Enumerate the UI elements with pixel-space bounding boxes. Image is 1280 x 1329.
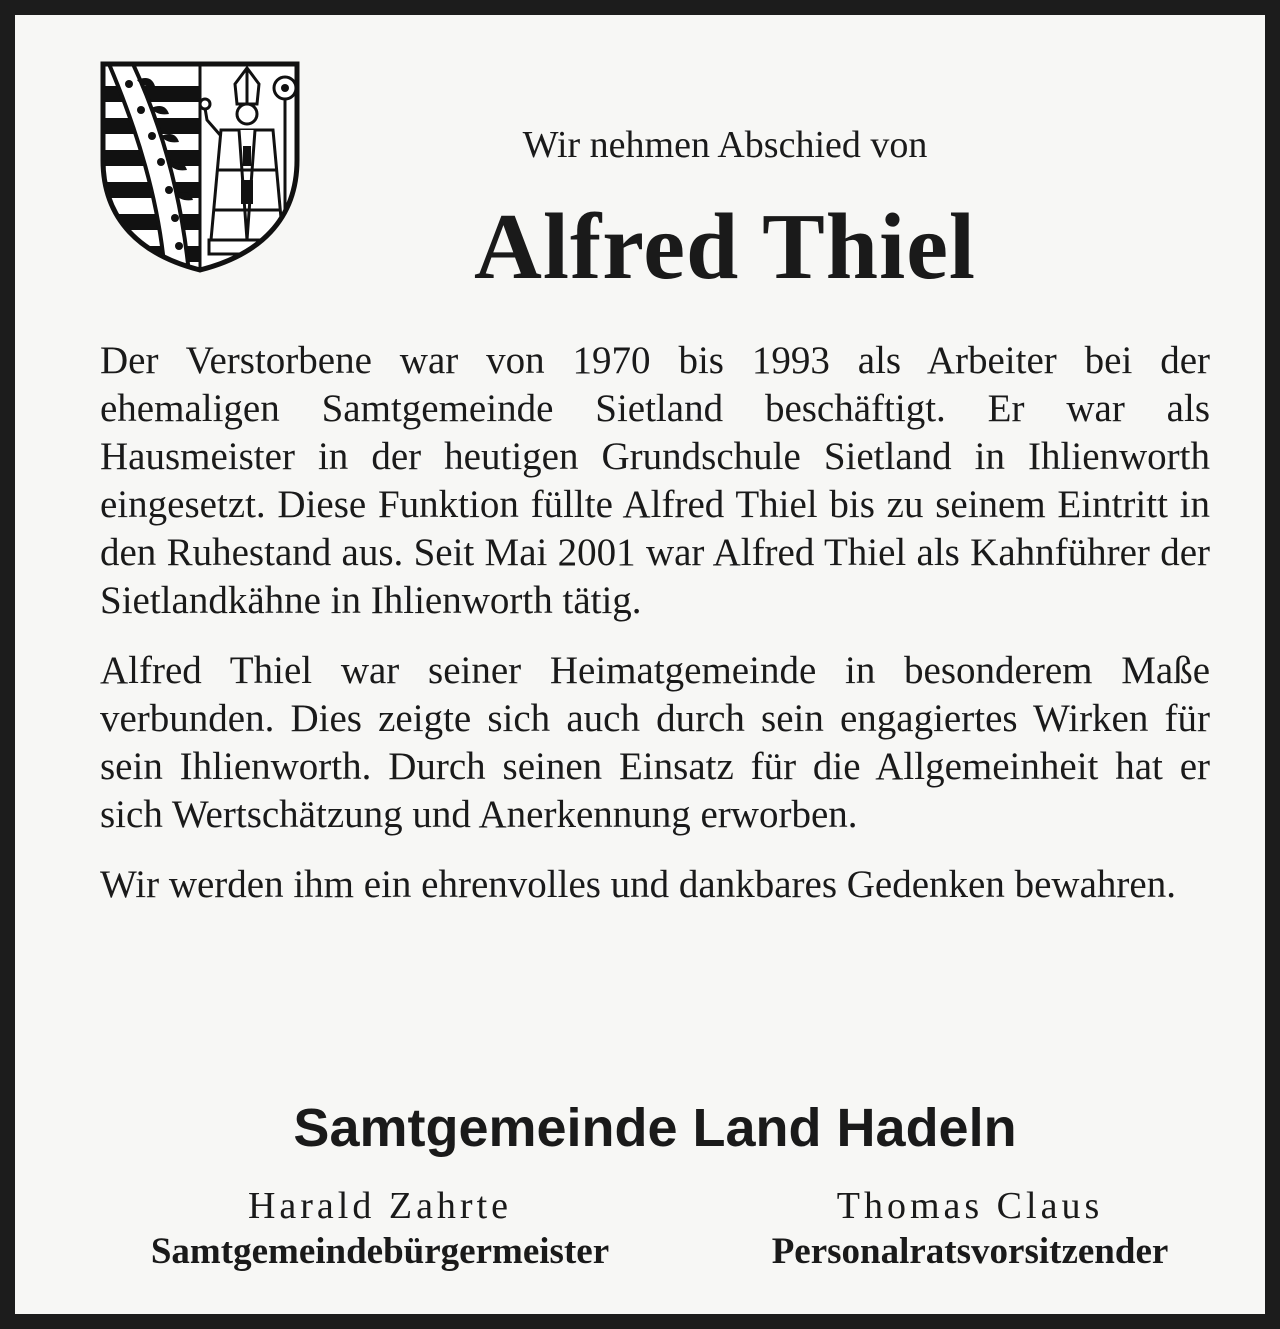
- signatory-name: Harald Zahrte: [247, 1185, 513, 1227]
- signature-block: [690, 1183, 1250, 1275]
- signatory-role: Samtgemeindebürgermeister: [150, 1231, 610, 1272]
- signatory-name: Thomas Claus: [836, 1185, 1104, 1227]
- intro-line: Wir nehmen Abschied von: [522, 124, 928, 166]
- signatory-role: Personalratsvorsitzender: [771, 1231, 1169, 1272]
- coat-of-arms-icon: [89, 50, 311, 280]
- organization-name: Samtgemeinde Land Hadeln: [293, 1098, 1017, 1158]
- obituary-text: [100, 337, 1210, 931]
- deceased-name: Alfred Thiel: [473, 195, 977, 299]
- paragraph: Alfred Thiel war seiner Heimatgemeinde in besonderem Maße verbunden. Dies zeigte sich auch durch sein engagiertes Wirken für sein Ihlienworth. Durch seinen Einsatz für die Allgemeinheit hat er sich Wertschätzung und Anerkennung erworben.: [100, 649, 1210, 836]
- paragraph: Der Verstorbene war von 1970 bis 1993 als Arbeiter bei der ehemaligen Samtgemeinde Sietland beschäftigt. Er war als Hausmeister in der heutigen Grundschule Sietland in Ihlienworth eingesetzt. Diese Funktion füllte Alfred Thiel bis zu seinem Eintritt in den Ruhestand aus. Seit Mai 2001 war Alfred Thiel als Kahnführer der Sietlandkähne in Ihlienworth tätig.: [100, 339, 1210, 622]
- paragraph: Wir werden ihm ein ehrenvolles und dankbares Gedenken bewahren.: [100, 863, 1176, 906]
- signature-block: [100, 1183, 660, 1275]
